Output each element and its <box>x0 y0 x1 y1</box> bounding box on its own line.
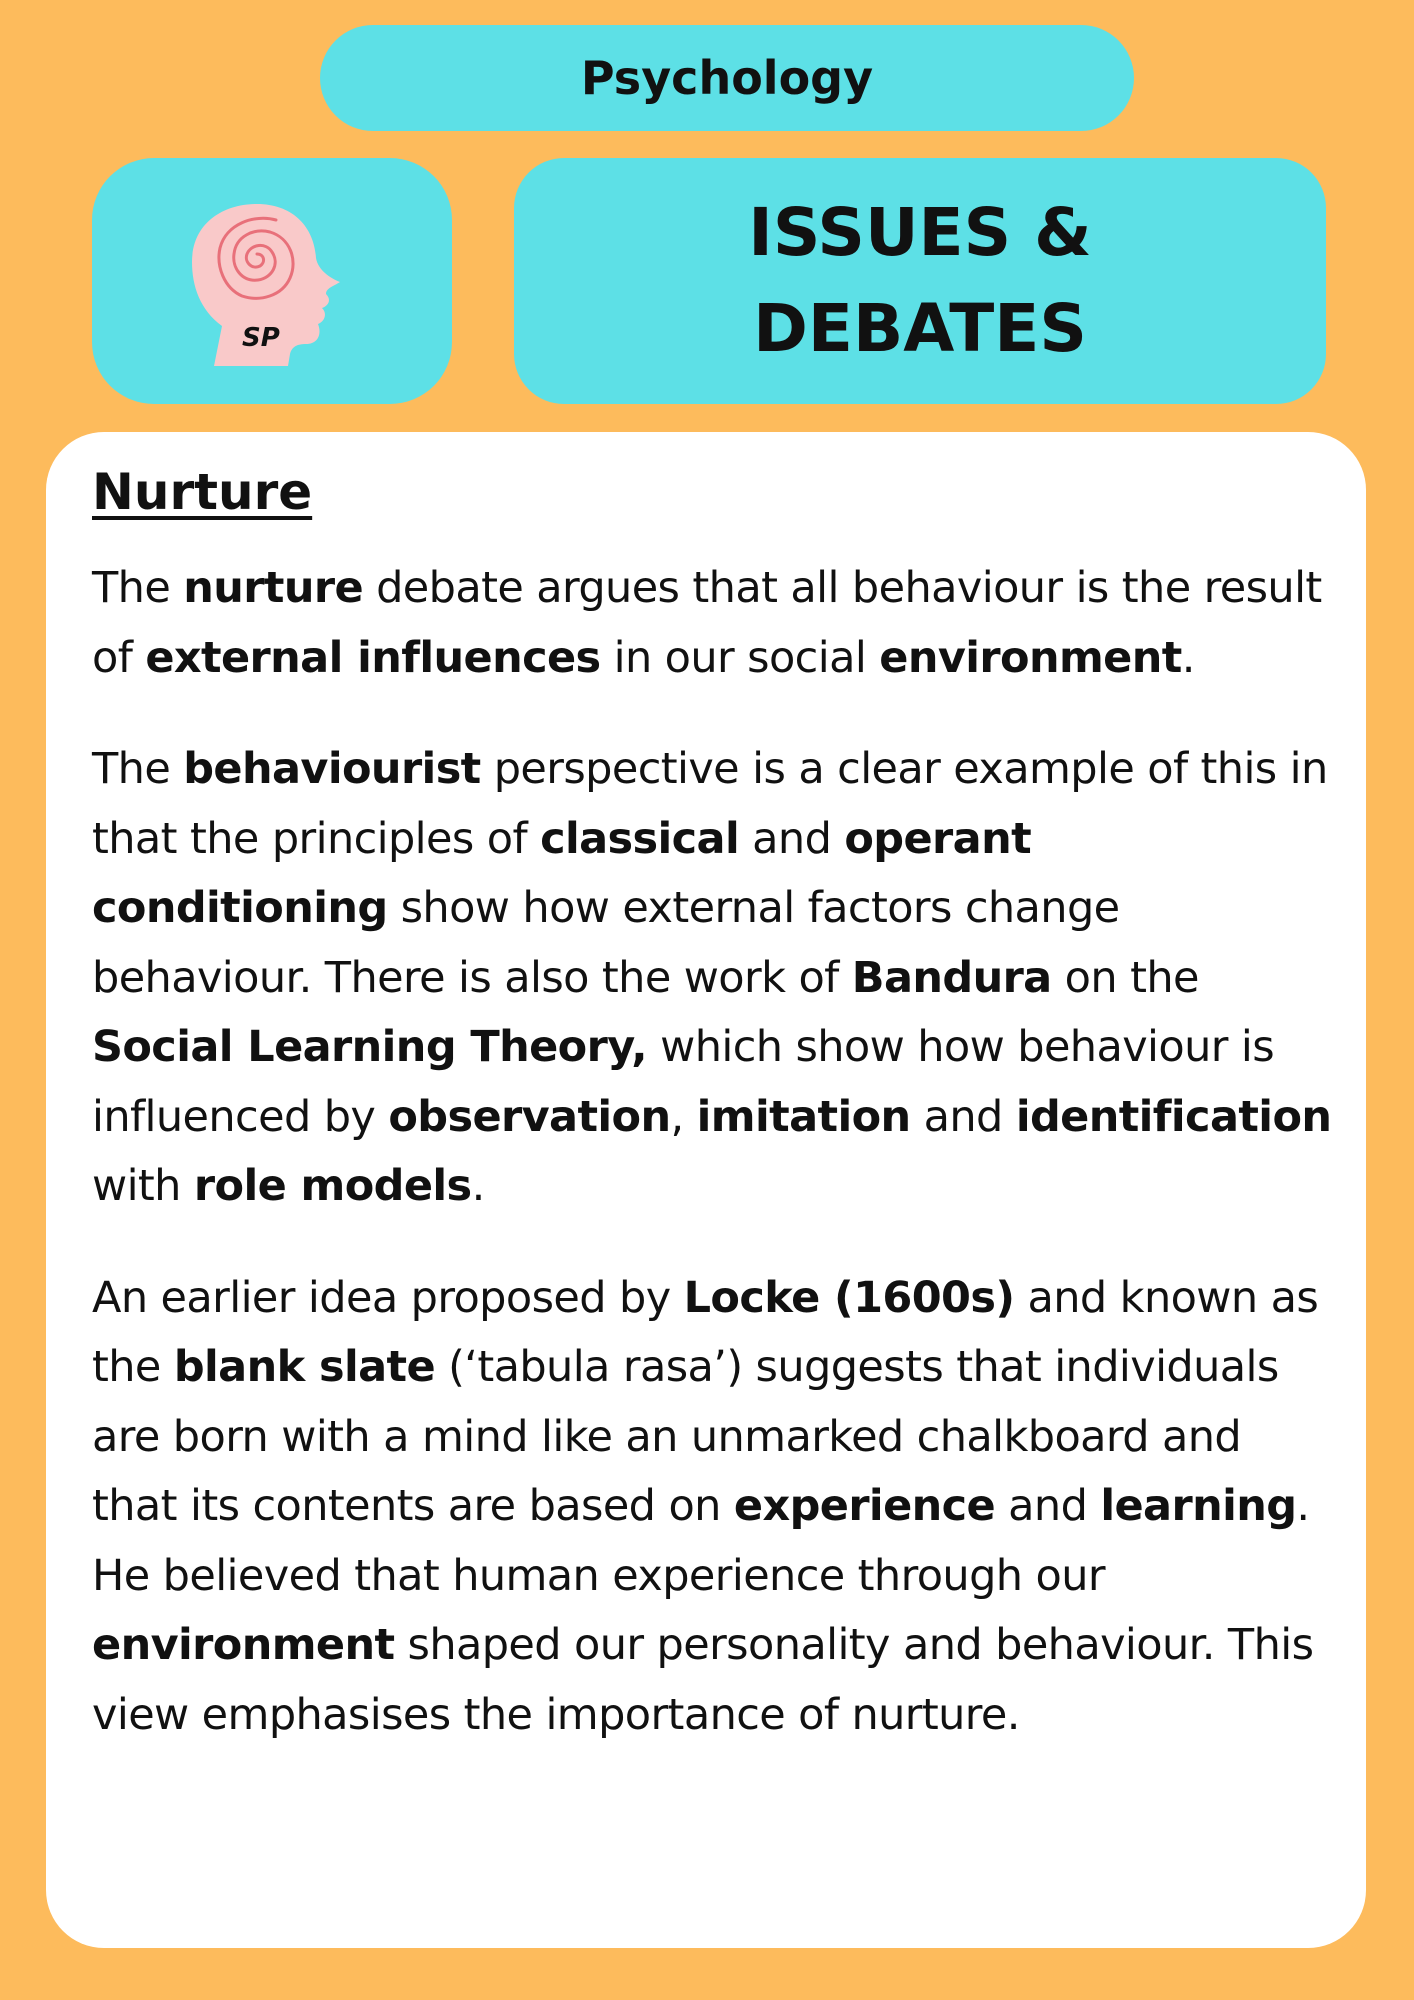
page-title-line2: DEBATES <box>753 290 1087 367</box>
subject-label: Psychology <box>580 51 874 105</box>
page-title-line1: ISSUES & <box>748 194 1092 271</box>
logo-initials: SP <box>242 323 280 353</box>
paragraph-blank-slate: An earlier idea proposed by Locke (1600s) and known as the blank slate (‘tabula rasa’) suggests that individuals are born with a mind like an unmarked chalkboard and that its contents are based on experience and learning. He believed that human experience through our environment shaped our personality and behaviour. This view emphasises the importance of nurture. <box>92 1272 1319 1740</box>
paragraph-behaviourist: The behaviourist perspective is a clear example of this in that the principles of classical and operant conditioning show how external factors change behaviour. There is also the work of Bandura on the Social Learning Theory, which show how behaviour is influenced by observation, imitation and identification with role models. <box>92 744 1332 1211</box>
logo-box <box>92 158 452 404</box>
paragraph-nurture-definition: The nurture debate argues that all behaviour is the result of external influences in our social environment. <box>92 563 1322 683</box>
content-card <box>46 432 1366 1948</box>
head-with-spiral-icon <box>92 158 452 404</box>
subject-pill <box>320 25 1134 131</box>
title-box <box>514 158 1326 404</box>
section-heading: Nurture <box>92 463 313 521</box>
content-body <box>92 462 1337 1792</box>
